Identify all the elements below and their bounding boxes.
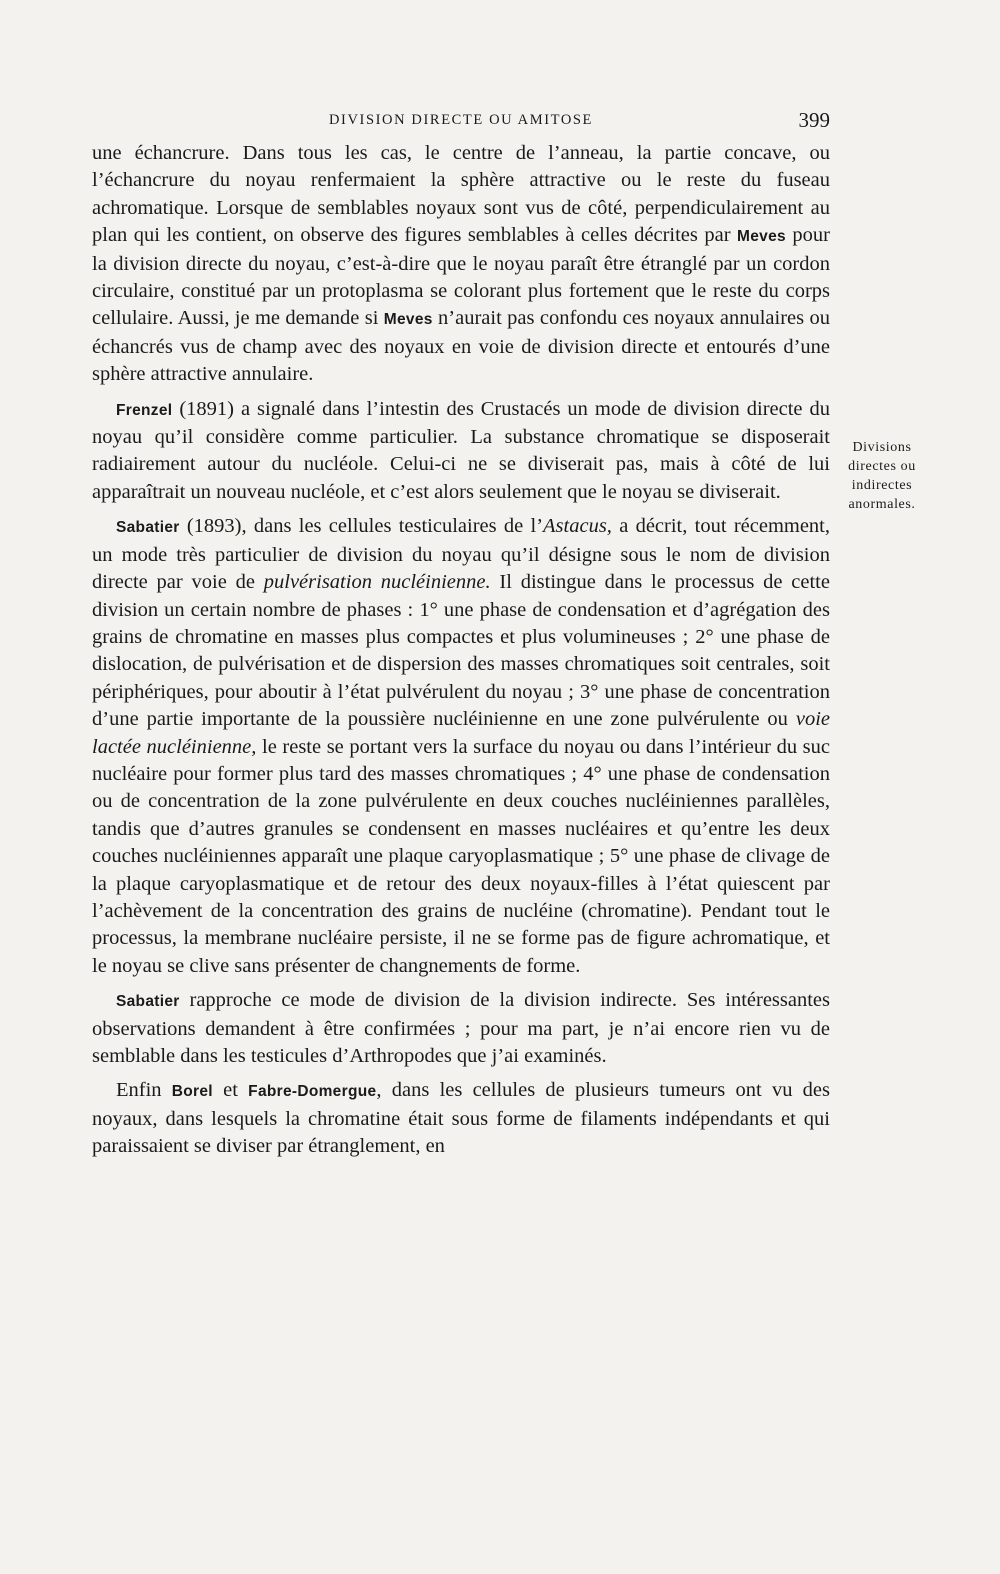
paragraph [92,513,830,980]
text-run: Enfin [116,1079,172,1102]
author-name: Meves [737,228,786,246]
text-run: a décrit, tout récemment, un mode très particulier de division du noyau qu’il désigne sous le nom de division directe par voie de [92,515,831,594]
body-text [92,140,830,1161]
margin-note-line: directes ou [848,459,916,474]
margin-note-line: indirectes [851,478,913,493]
running-head [92,108,830,134]
text-run: n’aurait pas confondu ces noyaux annulaires ou échancrés vus de champ avec des noyaux en voie de division directe et entourés d’une sphère attractive annulaire. [92,307,830,386]
italic-term: Astacus, [543,515,612,538]
paragraph [92,1077,830,1160]
text-run: rapproche ce mode de division de la division indirecte. Ses intéressantes observations demandent à être confirmées ; pour ma part, je n’ai encore rien vu de semblable dans les testicules d’Arthropodes que j’ai examinés. [92,989,830,1067]
italic-term: pulvérisation nucléinienne. [263,571,491,594]
text-run: Il distingue dans le processus de cette division un certain nombre de phases : 1° une phase de condensation et d’agrégation des grains de chromatine en masses plus compactes et plus volumineuses ; 2° une phase de dislocation, de pulvérisation et de dispersion des masses chromatiques soit centrales, soit périphériques, pour aboutir à l’état pulvérulent du noyau ; 3° une phase de concentration d’une partie importante de la poussière nucléinienne en une zone pulvérulente ou [92,571,830,731]
italic-term: voie lactée nucléinienne, [92,708,830,758]
page-number: 399 [798,108,830,132]
paragraph [92,987,830,1070]
author-name: Sabatier [116,519,180,537]
paragraph [92,396,830,507]
paragraph [92,140,830,389]
text-run: le reste se portant vers la surface du noyau ou dans l’intérieur du suc nucléaire pour former plus tard des masses chromatiques ; 4° une phase de condensation ou de concentration de la zone pulvérulente en deux couches nucléiniennes parallèles, tandis que d’autres granules se condensent en masses nucléaires et qu’entre les deux couches nucléiniennes apparaît une plaque caryoplasmatique ; 5° une phase de clivage de la plaque caryoplasmatique et de retour des deux noyaux-filles à l’état quiescent par l’achèvement de la concentration des grains de nucléine (chromatine). Pendant tout le processus, la membrane nucléaire persiste, il ne se forme pas de figure achromatique, et le noyau se clive sans présenter de changnements de forme. [92,735,831,977]
running-title: DIVISION DIRECTE OU AMITOSE [328,112,594,128]
text-run: (1891) a signalé dans l’intestin des Crustacés un mode de division directe du noyau qu’il considère comme particulier. La substance chromatique se disposerait radiairement autour du nucléole. Celui-ci ne se diviserait pas, mais à côté de lui apparaîtrait un nouveau nucléole, et c’est alors seulement que le noyau se diviserait. [92,397,830,503]
author-name: Fabre-Domergue [248,1083,377,1101]
author-name: Sabatier [116,993,180,1011]
text-run: pour la division directe du noyau, c’est-à-dire que le noyau paraît être étranglé par un cordon circulaire, constitué par un protoplasma se colorant plus fortement que le reste du corps cellulaire. Aussi, je me demande si [92,224,831,330]
margin-note-line: Divisions [852,440,912,455]
margin-note [838,438,926,514]
author-name: Frenzel [116,401,173,419]
text-run: une échancrure. Dans tous les cas, le centre de l’anneau, la partie concave, ou l’échancrure du noyau renfermaient la sphère attractive ou le reste du fuseau achromatique. Lorsque de semblables noyaux sont vus de côté, perpendiculairement au plan qui les contient, on observe des figures semblables à celles décrites par [92,142,830,247]
text-run: et [212,1079,249,1102]
author-name: Borel [171,1083,213,1101]
text-run: (1893), dans les cellules testiculaires de l’ [179,515,544,538]
margin-note-line: anormales. [848,497,916,512]
text-run: , dans les cellules de plusieurs tumeurs ont vu des noyaux, dans lesquels la chromatine était sous forme de filaments indépendants et qui paraissaient se diviser par étranglement, en [92,1079,831,1158]
author-name: Meves [383,311,433,329]
